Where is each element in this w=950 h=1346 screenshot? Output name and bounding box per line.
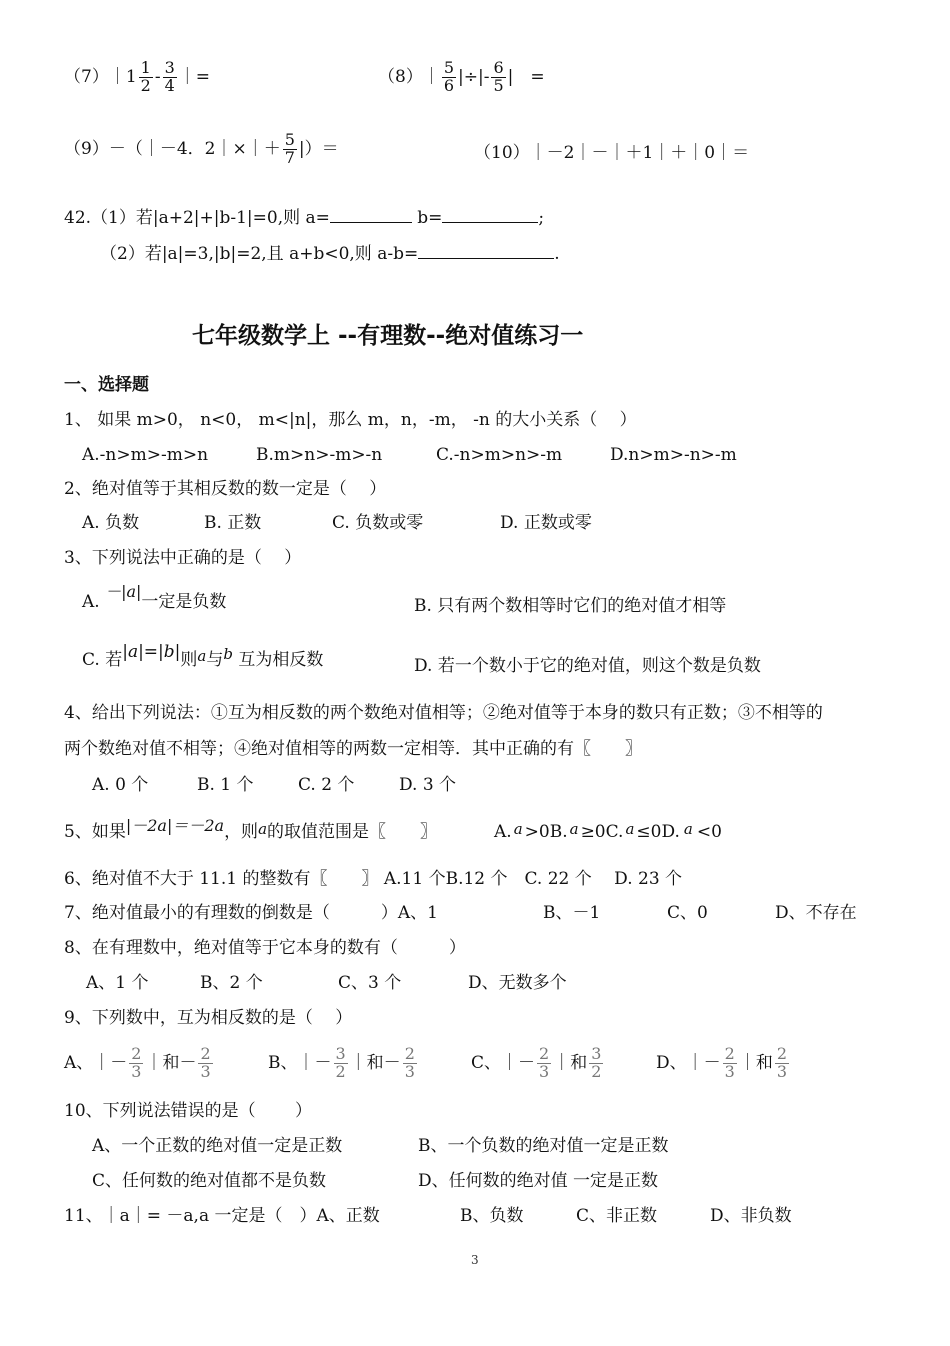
- q5-options: [494, 820, 722, 842]
- q10-option-c[interactable]: C、任何数的绝对值都不是负数: [92, 1171, 327, 1191]
- q9b-fraction-2: [403, 1046, 417, 1081]
- p8-tail: | =: [507, 66, 545, 87]
- q9a-text: ｜和－: [145, 1052, 197, 1073]
- q10-option-b[interactable]: B、一个负数的绝对值一定是正数: [418, 1136, 669, 1156]
- question-6: 6、绝对值不大于 11.1 的整数有〖 〗 A.11 个B.12 个 C. 22 个 D. 23 个: [64, 869, 683, 889]
- q9-option-b[interactable]: [268, 1046, 419, 1081]
- q1-option-a[interactable]: A.-n>m>-m>n: [82, 445, 209, 465]
- problem-7: [64, 60, 210, 95]
- p7-lead: （7）｜1: [64, 66, 137, 87]
- q7-option-c[interactable]: C、0: [667, 903, 708, 923]
- q9-option-c[interactable]: [471, 1046, 605, 1081]
- frac-num: 5: [284, 130, 295, 149]
- frac-num: 2: [724, 1044, 735, 1063]
- q42b-post: .: [554, 244, 560, 264]
- q5d-text: <0: [696, 822, 722, 842]
- q1-option-d[interactable]: D.n>m>-n>-m: [610, 445, 737, 465]
- question-10: 10、下列说法错误的是（ ）: [64, 1101, 313, 1121]
- worksheet-title: 七年级数学上 --有理数--绝对值练习一: [192, 323, 584, 349]
- answer-blank-a-minus-b[interactable]: [418, 257, 554, 259]
- q5-option-b[interactable]: [550, 822, 606, 842]
- q9d-text: ｜和: [738, 1052, 773, 1073]
- q8-option-b[interactable]: B、2 个: [200, 973, 263, 993]
- q1-option-b[interactable]: B.m>n>-m>-n: [256, 445, 383, 465]
- q3c-text: 与: [206, 650, 224, 670]
- frac-den: 3: [539, 1061, 550, 1081]
- question-42-part-1: [64, 210, 544, 227]
- q5c-var: a: [625, 820, 635, 838]
- question-11: 11、｜a｜= －a,a 一定是（ ）A、正数: [64, 1206, 380, 1226]
- frac-den: 3: [404, 1061, 415, 1081]
- q10-option-a[interactable]: A、一个正数的绝对值一定是正数: [92, 1136, 343, 1156]
- frac-num: 3: [164, 58, 175, 77]
- frac-den: 2: [591, 1061, 602, 1081]
- q5b-text: ≥0: [580, 822, 606, 842]
- frac-den: 2: [140, 75, 151, 95]
- question-1: 1、 如果 m>0， n<0， m<|n|，那么 m，n，-m， -n 的大小关系（ ）: [64, 410, 637, 430]
- q3-option-a[interactable]: [82, 582, 227, 612]
- question-9: 9、下列数中，互为相反数的是（ ）: [64, 1008, 353, 1028]
- q3a-formula: －|a|: [105, 582, 142, 601]
- p9-lead: （9）－（｜－4．2｜×｜＋: [64, 138, 281, 159]
- frac-den: 4: [164, 75, 175, 95]
- q5-var: a: [258, 820, 268, 838]
- frac-num: 6: [493, 58, 504, 77]
- q9c-text: C、｜－: [471, 1052, 536, 1073]
- q5a-var: a: [513, 820, 523, 838]
- q42a-mid: b=: [411, 208, 443, 228]
- answer-blank-a[interactable]: [330, 221, 412, 223]
- p8-mid: |÷|-: [458, 66, 490, 87]
- frac-den: 5: [493, 75, 504, 95]
- question-7: 7、绝对值最小的有理数的倒数是（ ）A、1: [64, 903, 438, 923]
- q3a-label: A.: [82, 592, 100, 612]
- q11-option-c[interactable]: C、非正数: [576, 1206, 658, 1226]
- problem-8: [378, 60, 545, 95]
- q5-option-d[interactable]: [661, 822, 721, 842]
- q3a-text: 一定是负数: [141, 592, 227, 612]
- q7-option-d[interactable]: D、不存在: [775, 903, 857, 923]
- q9-option-a[interactable]: [64, 1046, 215, 1081]
- q3c-formula: |a|=|b|: [122, 642, 181, 662]
- p8-fraction-1: [442, 60, 456, 95]
- frac-den: 6: [443, 75, 455, 95]
- q5d-label: D.: [661, 822, 680, 842]
- q42a-text: 42.（1）若|a+2|+|b-1|=0,则 a=: [64, 208, 330, 228]
- problem-10: （10）｜－2｜－｜＋1｜＋｜0｜＝: [474, 143, 750, 163]
- p7-fraction-1: [139, 60, 153, 95]
- q4-option-b[interactable]: B. 1 个: [197, 775, 254, 795]
- q2-option-a[interactable]: A. 负数: [82, 513, 140, 533]
- question-5: [64, 816, 438, 842]
- q9d-fraction-1: [723, 1046, 737, 1081]
- q2-option-c[interactable]: C. 负数或零: [332, 513, 424, 533]
- q5-option-c[interactable]: [606, 822, 662, 842]
- frac-den: 2: [335, 1061, 346, 1081]
- q9d-text: D、｜－: [656, 1052, 721, 1073]
- q2-option-b[interactable]: B. 正数: [204, 513, 262, 533]
- frac-num: 3: [591, 1044, 602, 1063]
- q5a-text: >0: [524, 822, 550, 842]
- q8-option-a[interactable]: A、1 个: [86, 973, 149, 993]
- frac-num: 2: [131, 1044, 142, 1063]
- q9c-fraction-1: [537, 1046, 551, 1081]
- q8-option-d[interactable]: D、无数多个: [468, 973, 567, 993]
- answer-blank-b[interactable]: [442, 221, 538, 223]
- p7-fraction-2: [163, 60, 177, 95]
- q9b-text: ｜和－: [349, 1052, 401, 1073]
- q5-text: ，则: [224, 822, 259, 842]
- p7-tail: ｜=: [178, 66, 211, 87]
- frac-num: 2: [404, 1044, 415, 1063]
- section-heading: 一、选择题: [64, 375, 149, 395]
- question-3: 3、下列说法中正确的是（ ）: [64, 548, 302, 568]
- q9d-fraction-2: [775, 1046, 789, 1081]
- q5-text: 5、如果: [64, 822, 126, 842]
- q42a-post: ;: [538, 208, 545, 228]
- page-number: 3: [471, 1253, 479, 1267]
- frac-den: 3: [131, 1061, 142, 1081]
- q11-option-b[interactable]: B、负数: [460, 1206, 524, 1226]
- q5b-var: a: [569, 820, 579, 838]
- p8-fraction-2: [491, 60, 505, 95]
- q11-option-d[interactable]: D、非负数: [710, 1206, 792, 1226]
- frac-num: 3: [335, 1044, 346, 1063]
- q9a-fraction-2: [198, 1046, 212, 1081]
- p9-fraction: [283, 132, 297, 167]
- p7-mid: -: [154, 66, 161, 87]
- q10-option-d[interactable]: D、任何数的绝对值 一定是正数: [418, 1171, 659, 1191]
- q5b-label: B.: [549, 822, 568, 842]
- question-8: 8、在有理数中，绝对值等于它本身的数有（ ）: [64, 938, 466, 958]
- q5-text: 的取值范围是〖 〗: [267, 822, 438, 842]
- q7-option-b[interactable]: B、－1: [543, 903, 601, 923]
- q5d-var: a: [683, 820, 693, 838]
- q5c-label: C.: [605, 822, 624, 842]
- q3c-label: C. 若: [82, 650, 123, 670]
- question-42-part-2: [100, 246, 560, 263]
- problem-9: [64, 132, 339, 167]
- q9a-fraction-1: [129, 1046, 143, 1081]
- q3-option-c[interactable]: [82, 642, 324, 670]
- p9-tail: |）＝: [298, 138, 339, 159]
- q9c-fraction-2: [589, 1046, 603, 1081]
- q9c-text: ｜和: [553, 1052, 588, 1073]
- q9b-text: B、｜－: [268, 1052, 332, 1073]
- q9a-text: A、｜－: [64, 1052, 128, 1073]
- frac-num: 2: [200, 1044, 211, 1063]
- q4-option-c[interactable]: C. 2 个: [298, 775, 355, 795]
- q1-option-c[interactable]: C.-n>m>n>-m: [436, 445, 563, 465]
- p8-lead: （8）｜: [378, 66, 440, 87]
- frac-num: 2: [539, 1044, 550, 1063]
- frac-den: 3: [776, 1061, 788, 1081]
- q5a-label: A.: [494, 822, 512, 842]
- question-2: 2、绝对值等于其相反数的数一定是（ ）: [64, 479, 387, 499]
- q9b-fraction-1: [334, 1046, 348, 1081]
- frac-den: 3: [724, 1061, 735, 1081]
- frac-den: 3: [200, 1061, 211, 1081]
- question-4-line-1: 4、给出下列说法：①互为相反数的两个数绝对值相等；②绝对值等于本身的数只有正数；③不相等的: [64, 703, 823, 723]
- frac-num: 1: [140, 58, 151, 77]
- frac-den: 7: [284, 147, 295, 167]
- frac-num: 2: [776, 1044, 788, 1063]
- q8-option-c[interactable]: C、3 个: [338, 973, 402, 993]
- q2-option-d[interactable]: D. 正数或零: [500, 513, 592, 533]
- q5-option-a[interactable]: [494, 822, 550, 842]
- q5-formula: |－2a|＝－2a: [125, 816, 225, 835]
- question-4-line-2: 两个数绝对值不相等；④绝对值相等的两数一定相等．其中正确的有〖 〗: [64, 739, 642, 759]
- q3-option-d[interactable]: D. 若一个数小于它的绝对值，则这个数是负数: [414, 656, 761, 676]
- q5c-text: ≤0: [636, 822, 662, 842]
- q3c-text: 互为相反数: [232, 650, 324, 670]
- q42b-text: （2）若|a|=3,|b|=2,且 a+b<0,则 a-b=: [100, 244, 419, 264]
- q4-option-a[interactable]: A. 0 个: [92, 775, 149, 795]
- frac-num: 5: [443, 58, 455, 77]
- q3c-var-b: b: [223, 645, 233, 663]
- q4-option-d[interactable]: D. 3 个: [399, 775, 457, 795]
- q9-option-d[interactable]: [656, 1046, 791, 1081]
- q3c-text: 则: [180, 650, 198, 670]
- q3c-var-a: a: [197, 647, 207, 665]
- q3-option-b[interactable]: B. 只有两个数相等时它们的绝对值才相等: [414, 596, 727, 616]
